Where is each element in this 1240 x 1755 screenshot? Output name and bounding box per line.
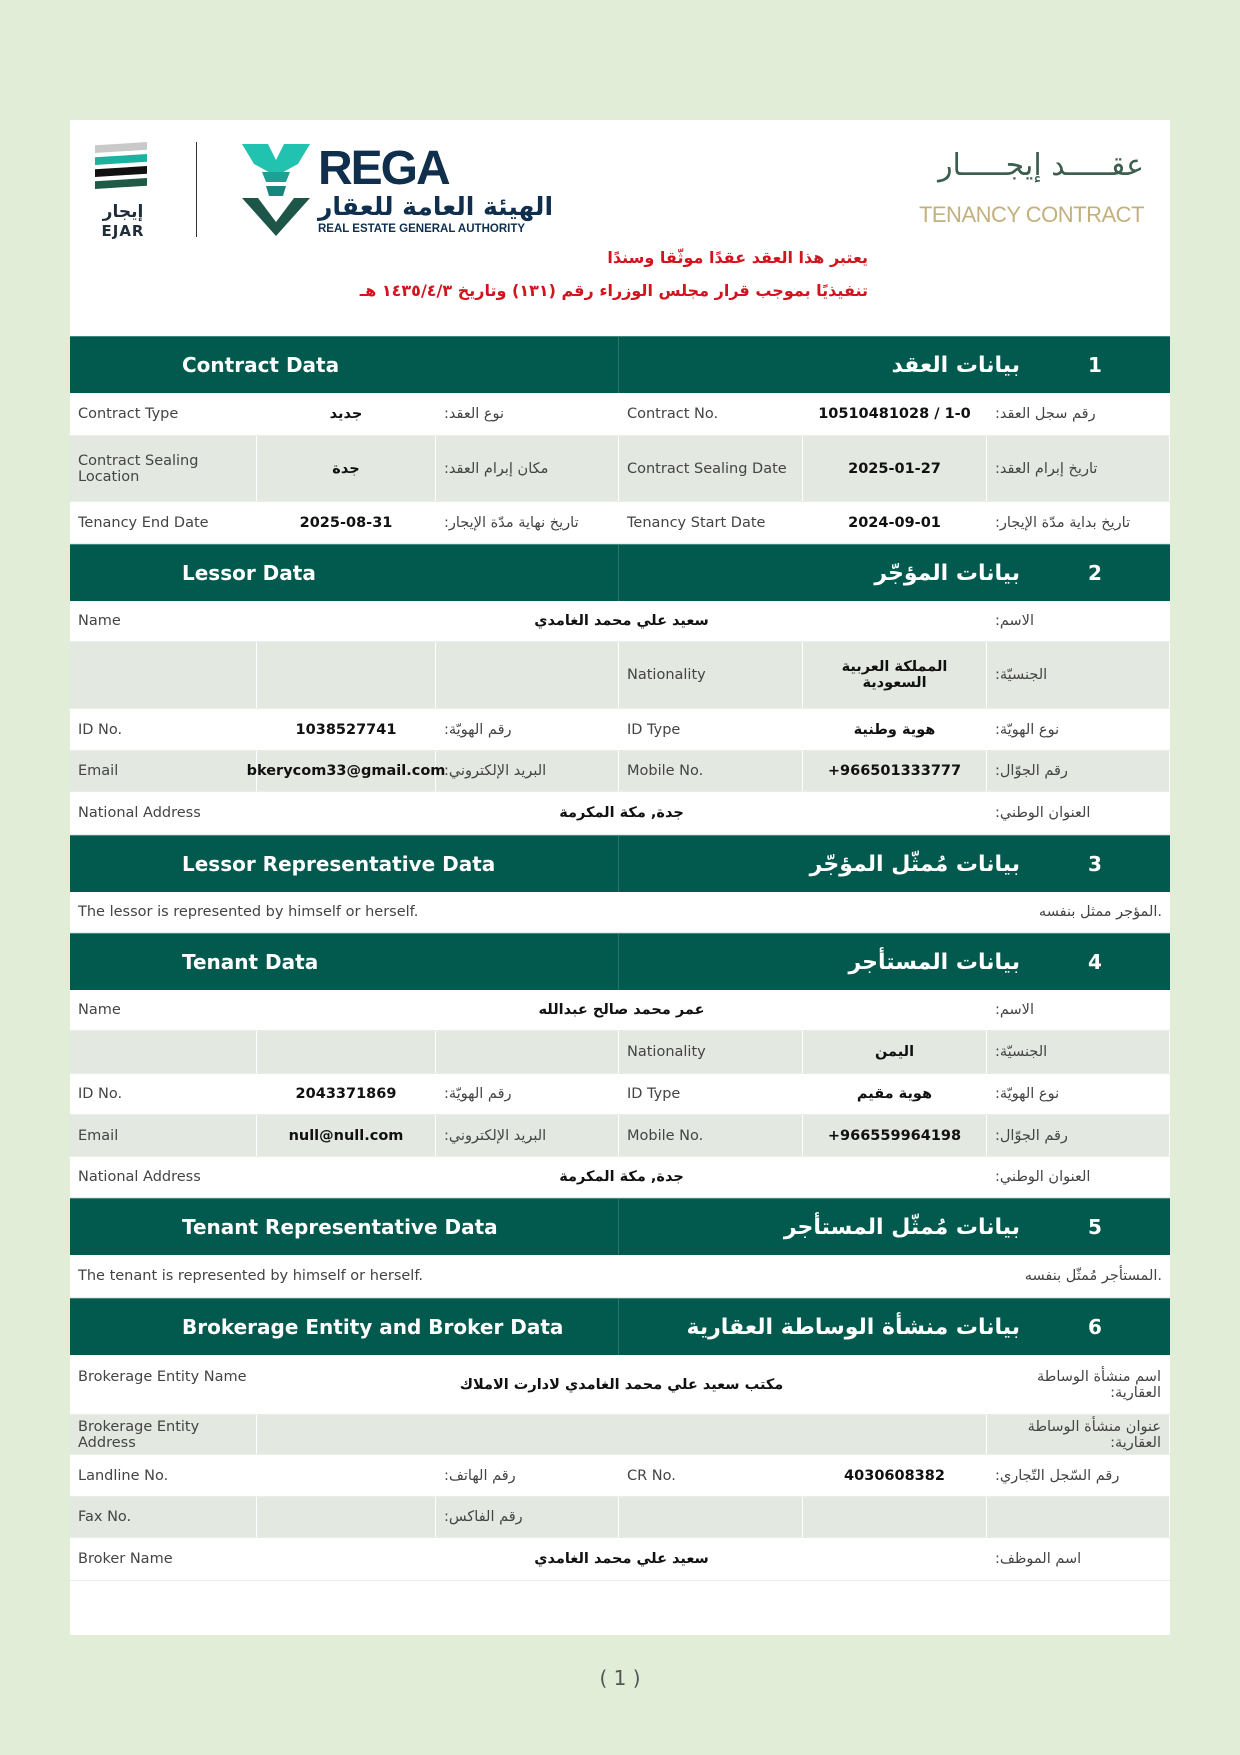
field-value: هوية وطنية (853, 721, 936, 738)
field-value (257, 1497, 436, 1537)
field-label-ar: رقم الجوّال: (987, 751, 1170, 791)
field-label-en: Nationality (619, 642, 803, 708)
section-title-ar-group (619, 1199, 1170, 1255)
field-label-ar: البريد الإلكتروني: (436, 1115, 619, 1156)
section-title-ar-group (619, 934, 1170, 990)
data-row (70, 436, 1170, 502)
field-label-en: Contract Type (78, 406, 179, 422)
field-value: +966501333777 (803, 751, 987, 791)
section-title-ar-group (619, 1299, 1170, 1355)
data-row (70, 642, 1170, 709)
section-header (70, 835, 1170, 892)
field-label-ar: نوع العقد: (444, 406, 505, 422)
page-number: ( 1 ) (599, 1666, 641, 1690)
field-label-en: Email (70, 1115, 257, 1156)
section-header (70, 1298, 1170, 1355)
data-row (70, 1255, 1170, 1298)
field-label-en: CR No. (627, 1467, 676, 1484)
section-title-en: Lessor Data (70, 545, 619, 601)
field-value (257, 1415, 987, 1454)
data-row (70, 1074, 1170, 1115)
section-title-ar-group (619, 545, 1170, 601)
field-label-en: Mobile No. (619, 1115, 803, 1156)
note-row (70, 892, 1170, 932)
rega-emblem-icon (240, 142, 312, 237)
field-value: مكتب سعيد علي محمد الغامدي لادارت الاملاك (459, 1376, 784, 1393)
field-label-en (619, 1497, 803, 1537)
field-label-ar (987, 1497, 1170, 1537)
field-value: 2025-01-27 (803, 436, 987, 501)
note-row (70, 1255, 1170, 1297)
section-number: 1 (1088, 353, 1102, 377)
field-value: 2043371869 (295, 1086, 397, 1102)
field-label-en: Name (78, 613, 121, 629)
field-label-en: Fax No. (70, 1497, 257, 1537)
field-label-en: Broker Name (78, 1551, 173, 1567)
field-label-ar: رقم السّجل التّجاري: (995, 1467, 1120, 1484)
field-value: جدة (257, 436, 436, 501)
field-label-en: ID No. (78, 1086, 123, 1102)
field-label-en: National Address (78, 1169, 201, 1185)
field-label-ar: اسم الموظف: (995, 1551, 1082, 1567)
section-title-en: Tenant Data (70, 934, 619, 990)
data-row (70, 792, 1170, 835)
data-row (70, 1415, 1170, 1455)
field-label-ar: اسم منشأة الوساطة العقارية: (1037, 1368, 1161, 1401)
field-label-en: ID Type (627, 721, 681, 738)
field-value: جدة, مكة المكرمة (559, 1169, 684, 1185)
section-header (70, 1198, 1170, 1255)
field-label-en: Contract No. (627, 406, 719, 422)
section-title-en: Tenant Representative Data (70, 1199, 619, 1255)
field-value (257, 1031, 436, 1073)
field-label-ar: تاريخ إبرام العقد: (987, 436, 1170, 501)
data-row (70, 601, 1170, 642)
note-ar: المستأجر مُمثّل بنفسه. (1024, 1268, 1162, 1284)
data-row (70, 1455, 1170, 1497)
rega-arabic-name: الهيئة العامة للعقار (318, 192, 554, 221)
field-label-ar (436, 1031, 619, 1073)
field-label-en: National Address (78, 805, 201, 821)
field-label-en: Tenancy Start Date (627, 514, 766, 531)
field-value (803, 1497, 987, 1537)
field-label-en: Brokerage Entity Address (70, 1415, 257, 1454)
field-label-ar: رقم الجوّال: (987, 1115, 1170, 1156)
section-header (70, 544, 1170, 601)
field-value: سعيد علي محمد الغامدي (534, 1551, 709, 1567)
contract-page (70, 120, 1170, 1635)
section-title-ar: بيانات العقد (891, 352, 1020, 378)
field-label-ar: مكان إبرام العقد: (436, 436, 619, 501)
field-value: 10510481028 / 1-0 (818, 406, 971, 422)
data-row (70, 1115, 1170, 1157)
field-label-en: Tenancy End Date (78, 514, 209, 531)
data-row (70, 1157, 1170, 1198)
field-label-ar: نوع الهويّة: (995, 1086, 1060, 1102)
field-value: 4030608382 (844, 1467, 945, 1484)
ejar-logo: إيجار EJAR (92, 142, 154, 242)
section-title-ar-group (619, 836, 1170, 892)
section-number: 4 (1088, 950, 1102, 974)
section-title-en: Brokerage Entity and Broker Data (70, 1299, 619, 1355)
data-row (70, 751, 1170, 792)
data-row (70, 1538, 1170, 1581)
data-row (70, 892, 1170, 933)
data-row (70, 502, 1170, 544)
title-arabic: عقـــــد إيجـــــار (938, 148, 1144, 183)
field-value: 1038527741 (295, 721, 397, 738)
logo-divider (196, 142, 197, 237)
data-row (70, 393, 1170, 436)
section-title-ar: بيانات منشأة الوساطة العقارية (686, 1314, 1020, 1340)
section-header (70, 933, 1170, 990)
field-value: اليمن (803, 1031, 987, 1073)
field-value: +966559964198 (803, 1115, 987, 1156)
title-english: TENANCY CONTRACT (918, 202, 1144, 227)
section-title-ar: بيانات مُمثّل المؤجّر (809, 851, 1020, 877)
data-row (70, 1497, 1170, 1538)
field-value: جديد (329, 406, 363, 422)
field-label-en (70, 642, 257, 708)
field-label-en: Name (78, 1002, 121, 1018)
note-en: The tenant is represented by himself or herself. (78, 1268, 423, 1284)
field-label-ar: الجنسيّة: (987, 1031, 1170, 1073)
field-value: عمر محمد صالح عبدالله (538, 1002, 705, 1018)
field-label-en: Brokerage Entity Name (78, 1369, 247, 1385)
field-label-en: Landline No. (78, 1467, 169, 1484)
rega-english-name: REAL ESTATE GENERAL AUTHORITY (318, 223, 526, 235)
data-row (70, 709, 1170, 751)
field-value: جدة, مكة المكرمة (559, 805, 684, 821)
field-label-ar: الاسم: (995, 1002, 1034, 1018)
data-row (70, 1031, 1170, 1074)
note-en: The lessor is represented by himself or herself. (78, 904, 419, 920)
field-label-ar: رقم الفاكس: (436, 1497, 619, 1537)
section-title-ar: بيانات المؤجّر (874, 560, 1020, 586)
field-value: 2024-09-01 (848, 514, 941, 531)
field-label-ar: رقم الهويّة: (444, 1086, 512, 1102)
field-value: هوية مقيم (856, 1086, 933, 1102)
rega-logo-text: REGA (318, 142, 449, 195)
section-header (70, 336, 1170, 393)
field-label-ar: البريد الإلكتروني: (436, 751, 619, 791)
section-number: 5 (1088, 1215, 1102, 1239)
field-label-ar: رقم سجل العقد: (995, 406, 1096, 422)
field-label-en: Contract Sealing Date (619, 436, 803, 501)
field-value: المملكة العربية السعودية (803, 642, 987, 708)
section-title-ar: بيانات مُمثّل المستأجر (783, 1214, 1020, 1240)
field-label-en: ID Type (627, 1086, 681, 1102)
field-value (257, 642, 436, 708)
section-title-en: Lessor Representative Data (70, 836, 619, 892)
field-label-ar: العنوان الوطني: (995, 1169, 1091, 1185)
field-label-ar: الجنسيّة: (987, 642, 1170, 708)
field-label-ar: العنوان الوطني: (995, 805, 1091, 821)
field-label-en (70, 1031, 257, 1073)
field-value: سعيد علي محمد الغامدي (534, 613, 709, 629)
field-label-en: Mobile No. (619, 751, 803, 791)
field-label-ar: تاريخ بداية مدّة الإيجار: (995, 514, 1131, 531)
field-value: null@null.com (257, 1115, 436, 1156)
field-label-ar: رقم الهويّة: (444, 721, 512, 738)
field-value: bkerycom33@gmail.com (257, 751, 436, 791)
field-label-en: Nationality (619, 1031, 803, 1073)
field-label-en: ID No. (78, 721, 123, 738)
data-row (70, 1355, 1170, 1415)
section-title-en: Contract Data (70, 337, 619, 393)
section-title-ar: بيانات المستأجر (848, 949, 1020, 975)
contract-data-grid (70, 336, 1170, 1638)
field-label-ar: الاسم: (995, 613, 1034, 629)
note-ar: المؤجر ممثل بنفسه. (1038, 904, 1162, 920)
field-label-ar: تاريخ نهاية مدّة الإيجار: (444, 514, 579, 531)
field-label-ar: رقم الهاتف: (444, 1467, 516, 1484)
section-number: 2 (1088, 561, 1102, 585)
field-value: 2025-08-31 (299, 514, 393, 531)
field-value (257, 1455, 436, 1496)
field-label-ar (436, 642, 619, 708)
data-row (70, 990, 1170, 1031)
blank-row (70, 1581, 1170, 1638)
field-label-en: Email (70, 751, 257, 791)
section-number: 3 (1088, 852, 1102, 876)
legal-notice-line-1: يعتبر هذا العقد عقدًا موثّقا وسندًا (607, 248, 868, 267)
field-label-en: Contract Sealing Location (70, 436, 257, 501)
field-label-ar: نوع الهويّة: (995, 721, 1060, 738)
section-number: 6 (1088, 1315, 1102, 1339)
section-title-ar-group (619, 337, 1170, 393)
legal-notice-line-2: تنفيذيًا بموجب قرار مجلس الوزراء رقم (١٣١) وتاريخ ١٤٣٥/٤/٣ هـ (359, 281, 868, 300)
field-label-ar: عنوان منشأة الوساطة العقارية: (987, 1415, 1170, 1454)
